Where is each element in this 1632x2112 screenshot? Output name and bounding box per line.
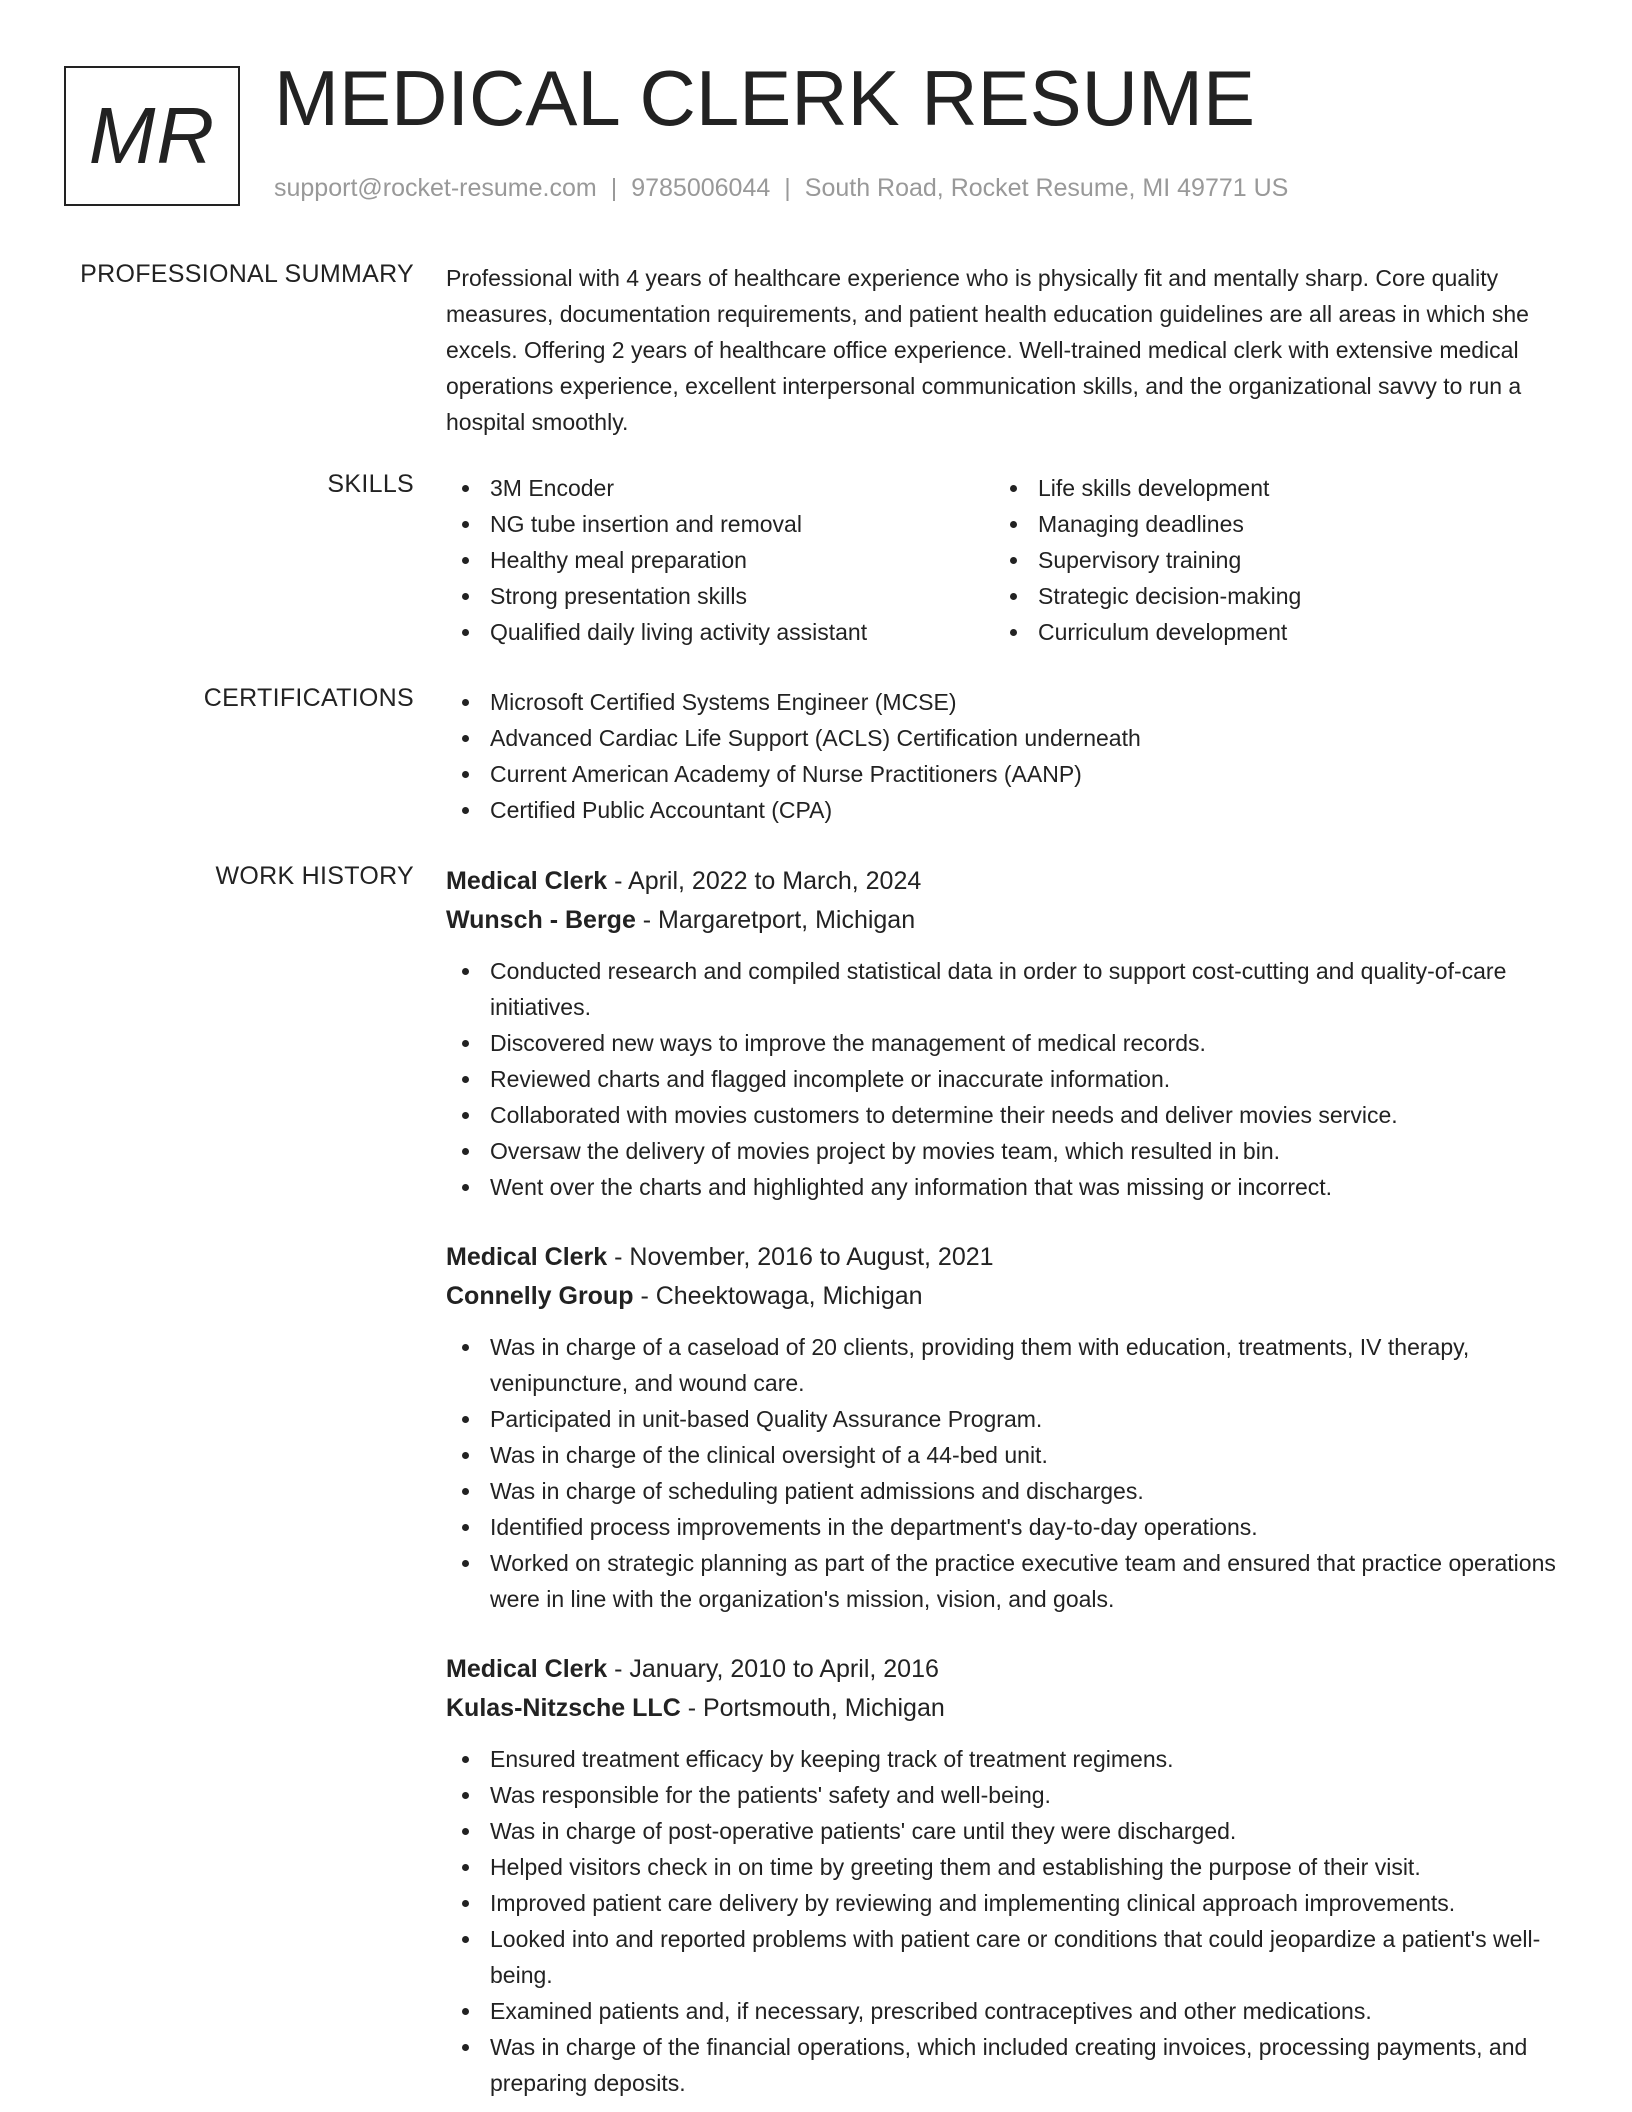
job-company-line — [446, 1277, 1558, 1316]
job-entry — [446, 1238, 1558, 1617]
contact-separator: | — [610, 174, 618, 202]
job-duty: Was in charge of scheduling patient admissions and discharges. — [446, 1473, 1558, 1509]
certifications-body — [446, 684, 1558, 828]
job-duty: Reviewed charts and flagged incomplete or inaccurate information. — [446, 1061, 1558, 1097]
job-duties-list — [446, 953, 1558, 1205]
skill-item: Strong presentation skills — [446, 578, 994, 614]
job-duty: Discovered new ways to improve the management of medical records. — [446, 1025, 1558, 1061]
skill-item: Strategic decision-making — [994, 578, 1542, 614]
contact-phone[interactable]: 9785006044 — [631, 174, 771, 202]
job-duty: Participated in unit-based Quality Assurance Program. — [446, 1401, 1558, 1437]
job-duty: Collaborated with movies customers to determine their needs and deliver movies service. — [446, 1097, 1558, 1133]
contact-address: South Road, Rocket Resume, MI 49771 US — [804, 174, 1289, 202]
job-duty: Worked on strategic planning as part of the practice executive team and ensured that practice operations were in line with the organization's mission, vision, and goals. — [446, 1545, 1558, 1617]
monogram-logo: MR — [64, 66, 240, 206]
job-dates: - April, 2022 to March, 2024 — [607, 867, 922, 895]
certification-item: Current American Academy of Nurse Practitioners (AANP) — [446, 756, 1558, 792]
skill-item: Qualified daily living activity assistant — [446, 614, 994, 650]
job-company: Kulas-Nitzsche LLC — [446, 1694, 681, 1722]
summary-text: Professional with 4 years of healthcare experience who is physically fit and mentally sharp. Core quality measures, documentation requirements, and patient health education guidelines are all areas in which she excels. Offering 2 years of healthcare office experience. Well-trained medical clerk with extensive medical operations experience, excellent interpersonal communication skills, and the organizational savvy to run a hospital smoothly. — [446, 265, 1529, 435]
job-title: Medical Clerk — [446, 1655, 608, 1683]
job-location: - Portsmouth, Michigan — [680, 1694, 945, 1722]
contact-separator: | — [784, 174, 791, 202]
job-company-line — [446, 901, 1558, 940]
job-duty: Examined patients and, if necessary, prescribed contraceptives and other medications. — [446, 1993, 1558, 2029]
work-history-body — [446, 862, 1558, 2101]
job-title-line — [446, 862, 1558, 901]
skill-item: 3M Encoder — [446, 470, 994, 506]
section-heading: CERTIFICATIONS — [203, 684, 414, 712]
summary-body — [446, 260, 1558, 440]
resume-title: MEDICAL CLERK RESUME — [274, 54, 1255, 142]
job-duty: Was in charge of the financial operations, which included creating invoices, processing payments, and preparing deposits. — [446, 2029, 1558, 2101]
certification-item: Certified Public Accountant (CPA) — [446, 792, 1558, 828]
job-title-line — [446, 1650, 1558, 1689]
job-duties-list — [446, 1741, 1558, 2101]
skill-item: NG tube insertion and removal — [446, 506, 994, 542]
job-duty: Was in charge of a caseload of 20 clients, providing them with education, treatments, IV therapy, venipuncture, and wound care. — [446, 1329, 1558, 1401]
job-duty: Conducted research and compiled statistical data in order to support cost-cutting and quality-of-care initiatives. — [446, 953, 1558, 1025]
skill-item: Managing deadlines — [994, 506, 1542, 542]
job-duty: Identified process improvements in the department's day-to-day operations. — [446, 1509, 1558, 1545]
job-company: Wunsch - Berge — [446, 906, 636, 934]
skill-item: Healthy meal preparation — [446, 542, 994, 578]
job-duties-list — [446, 1329, 1558, 1617]
job-location: - Cheektowaga, Michigan — [633, 1282, 923, 1310]
job-duty: Was in charge of post-operative patients' care until they were discharged. — [446, 1813, 1558, 1849]
certifications-list — [446, 684, 1558, 828]
section-heading: SKILLS — [327, 470, 414, 498]
job-title-line — [446, 1238, 1558, 1277]
job-company-line — [446, 1689, 1558, 1728]
skill-item: Life skills development — [994, 470, 1542, 506]
contact-email[interactable]: support@rocket-resume.com — [274, 174, 597, 202]
certification-item: Advanced Cardiac Life Support (ACLS) Certification underneath — [446, 720, 1558, 756]
job-location: - Margaretport, Michigan — [635, 906, 916, 934]
job-duty: Looked into and reported problems with patient care or conditions that could jeopardize a patient's well-being. — [446, 1921, 1558, 1993]
skill-item: Supervisory training — [994, 542, 1542, 578]
contact-line — [274, 174, 1288, 203]
job-title: Medical Clerk — [446, 1243, 608, 1271]
job-duty: Went over the charts and highlighted any information that was missing or incorrect. — [446, 1169, 1558, 1205]
section-heading: WORK HISTORY — [215, 862, 414, 890]
skills-list-right — [994, 470, 1542, 650]
skills-list-left — [446, 470, 994, 650]
job-duty: Was in charge of the clinical oversight of a 44-bed unit. — [446, 1437, 1558, 1473]
job-duty: Improved patient care delivery by reviewing and implementing clinical approach improvements. — [446, 1885, 1558, 1921]
job-dates: - January, 2010 to April, 2016 — [607, 1655, 939, 1683]
job-title: Medical Clerk — [446, 867, 608, 895]
job-duty: Oversaw the delivery of movies project by movies team, which resulted in bin. — [446, 1133, 1558, 1169]
job-dates: - November, 2016 to August, 2021 — [607, 1243, 994, 1271]
certification-item: Microsoft Certified Systems Engineer (MCSE) — [446, 684, 1558, 720]
job-entry — [446, 1650, 1558, 2101]
skill-item: Curriculum development — [994, 614, 1542, 650]
job-entry — [446, 862, 1558, 1205]
job-company: Connelly Group — [446, 1282, 634, 1310]
skills-grid — [446, 470, 1558, 650]
job-duty: Helped visitors check in on time by greeting them and establishing the purpose of their visit. — [446, 1849, 1558, 1885]
job-duty: Ensured treatment efficacy by keeping track of treatment regimens. — [446, 1741, 1558, 1777]
section-heading: PROFESSIONAL SUMMARY — [80, 260, 414, 288]
job-duty: Was responsible for the patients' safety and well-being. — [446, 1777, 1558, 1813]
